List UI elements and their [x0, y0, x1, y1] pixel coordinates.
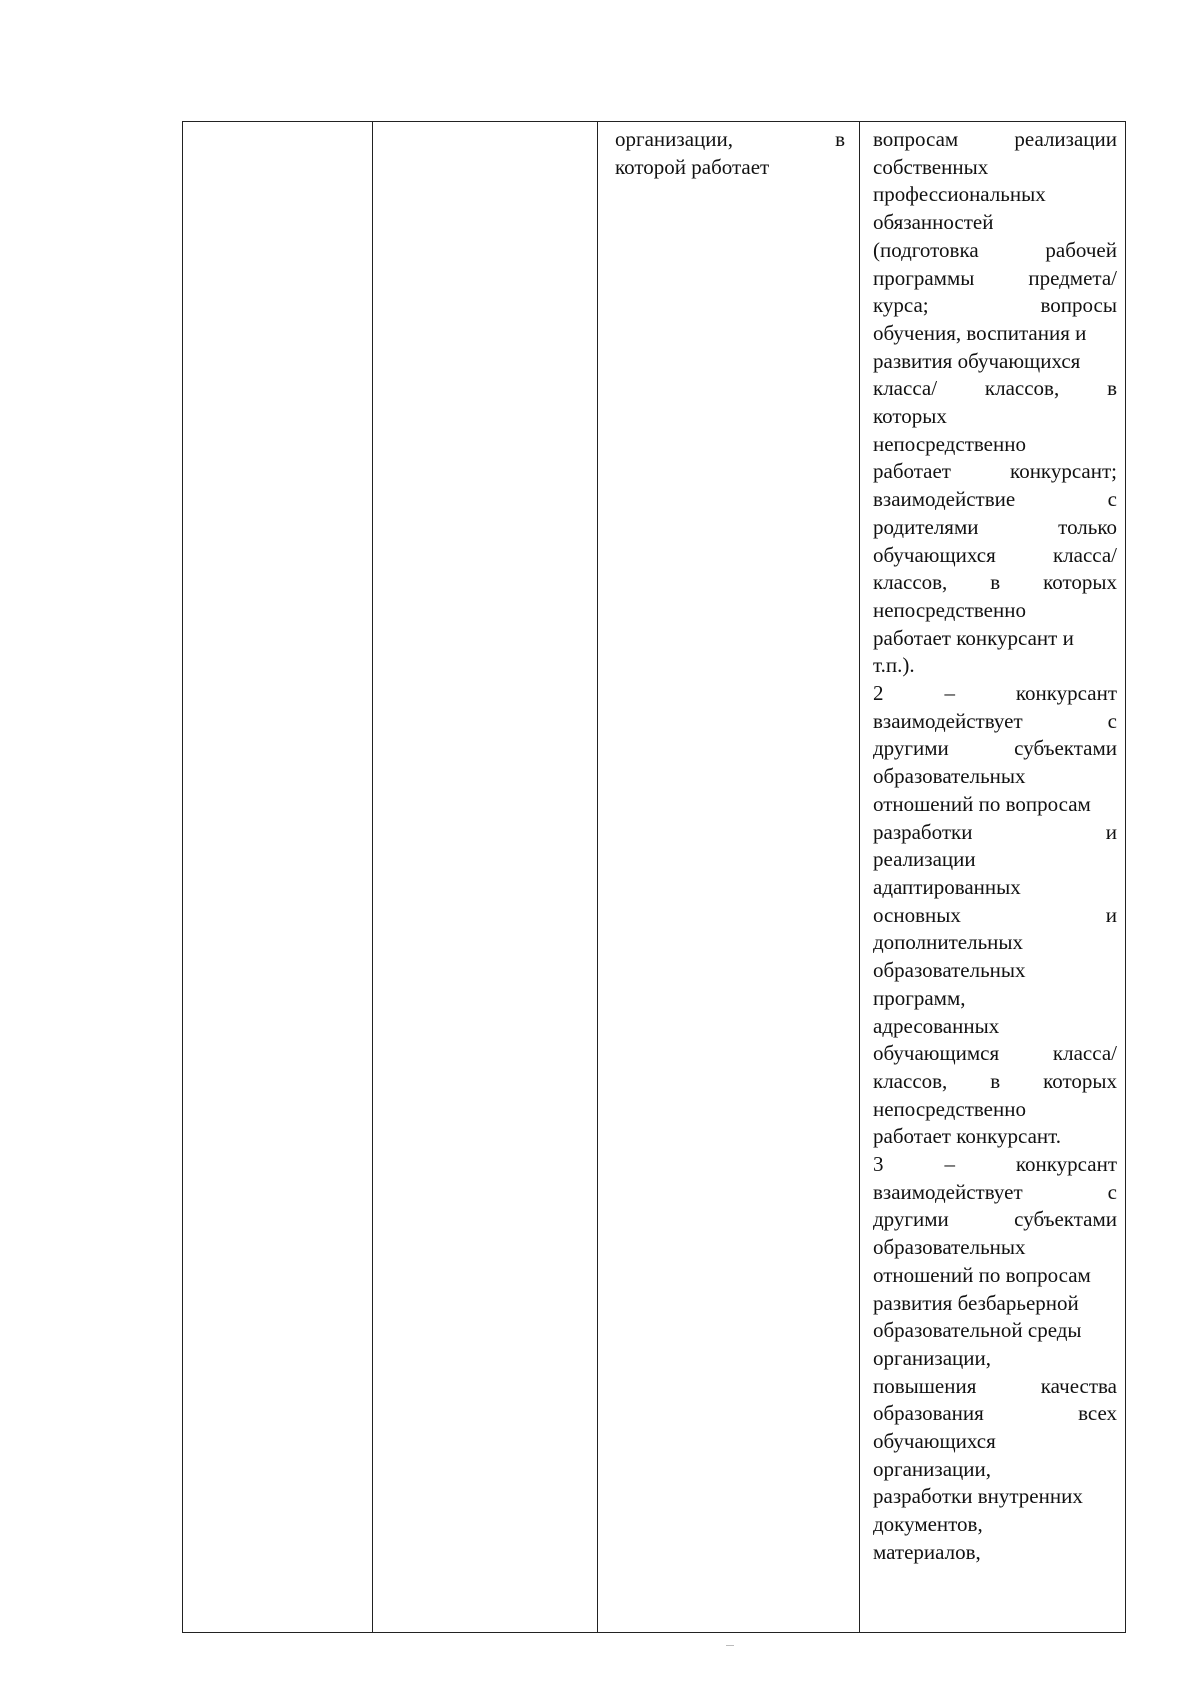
text-line: основных и [873, 902, 1117, 927]
text-line: 3 – конкурсант [873, 1152, 1117, 1177]
text-line: адресованных [873, 1013, 1000, 1038]
text-line: отношений по вопросам [873, 791, 1091, 816]
text-line: материалов, [873, 1539, 981, 1564]
text-line: взаимодействует с [873, 1179, 1117, 1204]
text-line: классов, в которых [873, 570, 1117, 595]
text-line: документов, [873, 1512, 983, 1537]
text-line: непосредственно [873, 597, 1026, 622]
text-line: обучающихся [873, 1429, 996, 1454]
table-cell-column-3 [615, 126, 845, 181]
text-line: обязанностей [873, 210, 994, 235]
text-line: работает конкурсант и [873, 625, 1074, 650]
text-line: 2 – конкурсант [873, 681, 1117, 706]
text-line: взаимодействие с [873, 487, 1117, 512]
text-line: разработки внутренних [873, 1484, 1083, 1509]
criteria-table [182, 121, 1126, 1633]
text-line: программ, [873, 985, 966, 1010]
text-line: курса; вопросы [873, 293, 1117, 318]
text-line: которых [873, 404, 947, 429]
text-line: работает конкурсант. [873, 1124, 1061, 1149]
text-line: собственных [873, 154, 989, 179]
scan-artifact [726, 1645, 734, 1646]
text-line: класса/ классов, в [873, 376, 1117, 401]
text-line: обучающимся класса/ [873, 1041, 1117, 1066]
text-line: развития обучающихся [873, 348, 1081, 373]
text-line: организации, [873, 1456, 991, 1481]
text-line: организации, в [615, 127, 845, 151]
text-line: другими субъектами [873, 1207, 1117, 1232]
text-line: работает конкурсант; [873, 459, 1117, 484]
text-line: образовательных [873, 958, 1026, 983]
text-line: образовательных [873, 764, 1026, 789]
text-line: повышения качества [873, 1373, 1117, 1398]
text-line: обучения, воспитания и [873, 320, 1087, 345]
text-line: образовательных [873, 1235, 1026, 1260]
text-line: образовательной среды [873, 1318, 1082, 1343]
text-line: реализации [873, 847, 976, 872]
text-line: дополнительных [873, 930, 1024, 955]
column-divider-1 [372, 122, 373, 1632]
text-line: адаптированных [873, 874, 1021, 899]
text-line: профессиональных [873, 182, 1046, 207]
text-line: образования всех [873, 1401, 1117, 1426]
text-line: вопросам реализации [873, 127, 1117, 151]
text-line: разработки и [873, 819, 1117, 844]
text-line: взаимодействует с [873, 708, 1117, 733]
text-line: классов, в которых [873, 1068, 1117, 1093]
text-line: непосредственно [873, 431, 1026, 456]
text-line: непосредственно [873, 1096, 1026, 1121]
text-line: развития безбарьерной [873, 1290, 1079, 1315]
text-line: отношений по вопросам [873, 1262, 1091, 1287]
column-divider-2 [597, 122, 598, 1632]
text-line: обучающихся класса/ [873, 542, 1117, 567]
column-divider-3 [859, 122, 860, 1632]
table-cell-column-4 [873, 126, 1117, 1567]
text-line: другими субъектами [873, 736, 1117, 761]
text-line: программы предмета/ [873, 265, 1117, 290]
text-line: (подготовка рабочей [873, 237, 1117, 262]
text-line: организации, [873, 1345, 991, 1370]
text-line: т.п.). [873, 653, 915, 678]
text-line: родителями только [873, 514, 1117, 539]
text-line: которой работает [615, 154, 770, 179]
